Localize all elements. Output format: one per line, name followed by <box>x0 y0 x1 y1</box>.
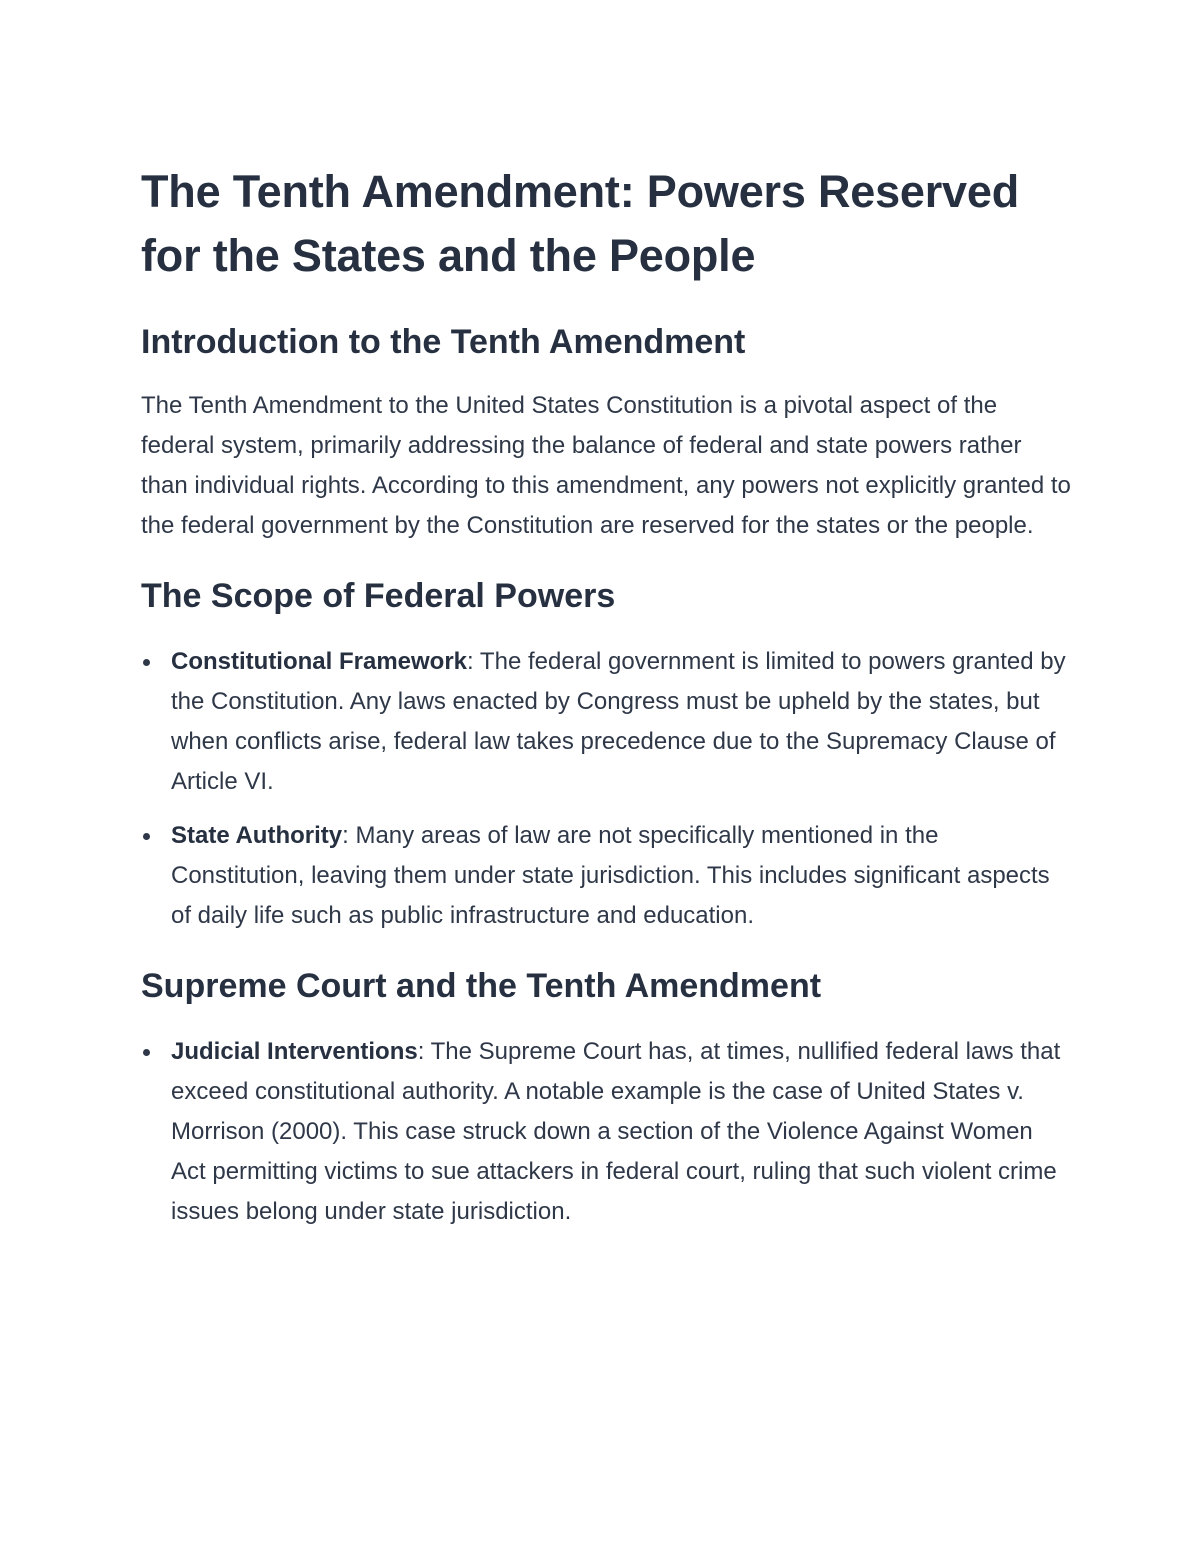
supreme-court-list <box>141 1032 1071 1232</box>
list-item <box>141 816 1071 936</box>
list-item-text: : The Supreme Court has, at times, nullified federal laws that exceed constitutional authority. A notable example is the case of United States v. Morrison (2000). This case struck down a section of the Violence Against Women Act permitting victims to sue attackers in federal court, ruling that such violent crime issues belong under state jurisdiction. <box>171 1038 1061 1225</box>
list-item-text: : Many areas of law are not specifically mentioned in the Constitution, leaving them under state jurisdiction. This includes significant aspects of daily life such as public infrastructure and education. <box>171 822 1050 929</box>
section-heading-supreme-court: Supreme Court and the Tenth Amendment <box>141 967 822 1005</box>
section-heading-scope: The Scope of Federal Powers <box>141 577 616 615</box>
scope-list <box>141 642 1071 936</box>
list-item-text: : The federal government is limited to powers granted by the Constitution. Any laws enacted by Congress must be upheld by the states, but when conflicts arise, federal law takes precedence due to the Supremacy Clause of Article VI. <box>171 648 1066 795</box>
list-item <box>141 642 1071 802</box>
list-item-term: Judicial Interventions <box>171 1038 418 1065</box>
section-heading-introduction: Introduction to the Tenth Amendment <box>141 323 746 361</box>
list-item <box>141 1032 1071 1232</box>
list-item-term: Constitutional Framework <box>171 648 468 675</box>
introduction-paragraph: The Tenth Amendment to the United States Constitution is a pivotal aspect of the federal system, primarily addressing the balance of federal and state powers rather than individual rights. According to this amendment, any powers not explicitly granted to the federal government by the Constitution are reserved for the states or the people. <box>141 392 1071 539</box>
document-title: The Tenth Amendment: Powers Reserved for the States and the People <box>141 166 1019 281</box>
list-item-term: State Authority <box>171 822 343 849</box>
document-page <box>141 160 1071 1232</box>
